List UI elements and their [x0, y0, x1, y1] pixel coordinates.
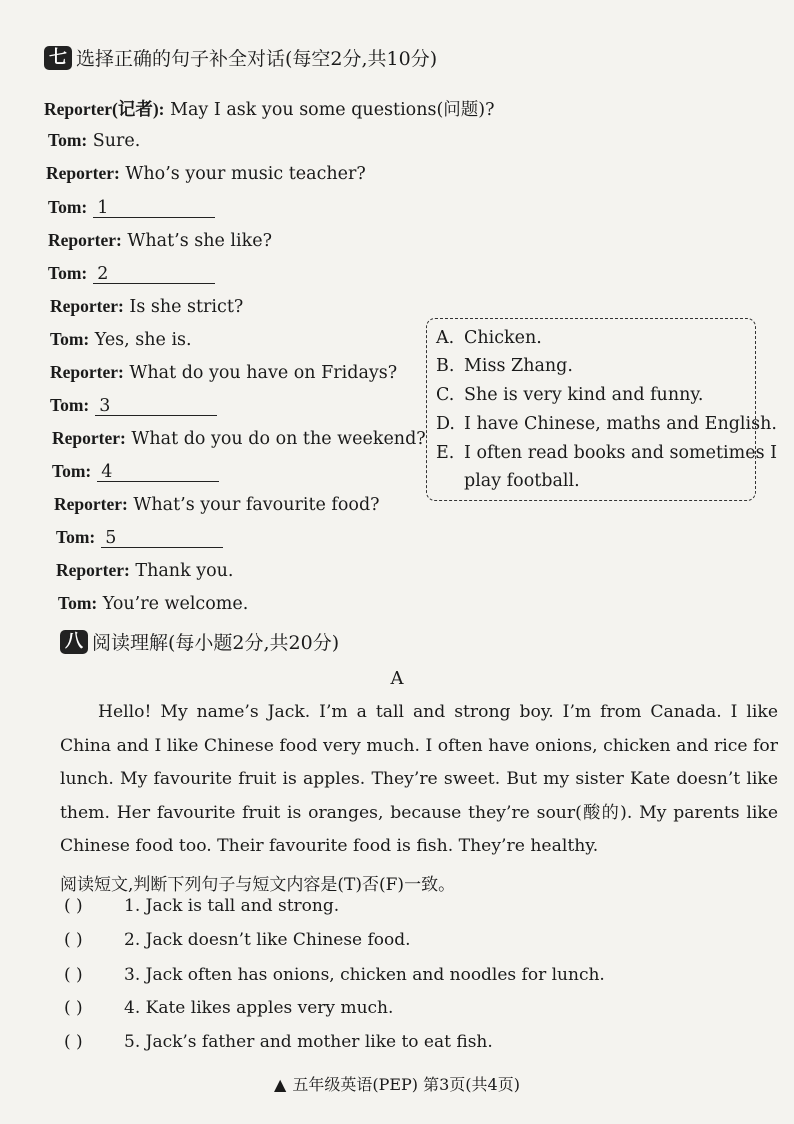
option-text: I often read books and sometimes I	[464, 443, 778, 463]
answer-blank[interactable]: 4	[97, 463, 219, 482]
section-7-header	[44, 44, 437, 71]
section-8-header	[60, 628, 339, 655]
speaker-label: Tom:	[56, 527, 96, 547]
dialogue-line	[50, 296, 243, 317]
dialogue-line	[50, 329, 192, 350]
section-8-title: 阅读理解(每小题2分,共20分)	[92, 632, 340, 654]
dialogue-line	[48, 197, 215, 218]
tf-question	[64, 896, 339, 916]
dialogue-line	[50, 395, 217, 416]
dialogue-line	[44, 96, 495, 121]
speaker-label: Tom:	[52, 461, 92, 481]
tf-question	[64, 1032, 493, 1052]
option-letter: E.	[436, 443, 455, 463]
dialogue-text: Is she strict?	[123, 297, 244, 317]
speaker-label: Reporter:	[56, 560, 130, 580]
dialogue-text: Thank you.	[129, 561, 234, 581]
reading-passage	[60, 696, 778, 864]
page-footer	[0, 1072, 794, 1095]
speaker-label: Tom:	[48, 263, 88, 283]
dialogue-text: May I ask you some questions(问题)?	[164, 100, 495, 120]
dialogue-text: Yes, she is.	[89, 330, 192, 350]
dialogue-text: What’s your favourite food?	[127, 495, 380, 515]
answer-parentheses[interactable]: ( )	[64, 896, 83, 916]
dialogue-line	[56, 560, 234, 581]
answer-blank[interactable]: 5	[101, 529, 223, 548]
option-item	[436, 414, 777, 434]
dialogue-line	[48, 130, 140, 151]
answer-blank[interactable]: 1	[93, 199, 215, 218]
answer-blank[interactable]: 2	[93, 265, 215, 284]
section-7-number: 七	[44, 46, 72, 70]
speaker-label: Reporter:	[54, 494, 128, 514]
speaker-label: Reporter:	[46, 163, 120, 183]
speaker-label: Tom:	[48, 130, 88, 150]
footer-text: 五年级英语(PEP) 第3页(共4页)	[292, 1075, 520, 1094]
option-text: Chicken.	[464, 328, 542, 348]
answer-parentheses[interactable]: ( )	[64, 998, 83, 1018]
dialogue-text: Sure.	[87, 131, 141, 151]
dialogue-line	[46, 163, 366, 184]
option-item	[436, 328, 542, 348]
option-text: play football.	[464, 471, 580, 491]
speaker-label: Reporter:	[52, 428, 126, 448]
answer-parentheses[interactable]: ( )	[64, 1032, 83, 1052]
question-text: 5. Jack’s father and mother like to eat fish.	[124, 1032, 493, 1052]
dialogue-text: What do you have on Fridays?	[123, 363, 398, 383]
option-text: She is very kind and funny.	[464, 385, 704, 405]
logo-triangle-icon: ▲	[274, 1075, 287, 1094]
option-letter: D.	[436, 414, 455, 434]
dialogue-text: What do you do on the weekend?	[125, 429, 426, 449]
passage-text: Hello! My name’s Jack. I’m a tall and strong boy. I’m from Canada. I like China and I like Chinese food very much. I often have onions, chicken and rice for lunch. My favourite fruit is apples. They’re sweet. But my sister Kate doesn’t like them. Her favourite fruit is oranges, because they’re sour(酸的). My parents like Chinese food too. Their favourite food is fish. They’re healthy.	[60, 702, 778, 856]
speaker-label: Tom:	[58, 593, 98, 613]
speaker-label: Reporter(记者):	[44, 99, 165, 119]
instruction: 阅读短文,判断下列句子与短文内容是(T)否(F)一致。	[60, 875, 456, 895]
option-letter: B.	[436, 356, 455, 376]
speaker-label: Reporter:	[48, 230, 122, 250]
dialogue-line	[48, 230, 272, 251]
option-letter: C.	[436, 385, 455, 405]
option-text: Miss Zhang.	[464, 356, 573, 376]
option-item	[436, 443, 777, 463]
dialogue-line	[58, 593, 248, 614]
dialogue-line	[56, 527, 223, 548]
answer-parentheses[interactable]: ( )	[64, 965, 83, 985]
dialogue-line	[50, 362, 397, 383]
option-item	[436, 385, 704, 405]
question-text: 3. Jack often has onions, chicken and noodles for lunch.	[124, 965, 605, 985]
tf-question	[64, 930, 411, 950]
section-7-title: 选择正确的句子补全对话(每空2分,共10分)	[76, 48, 438, 70]
tf-question	[64, 998, 393, 1018]
answer-blank[interactable]: 3	[95, 397, 217, 416]
speaker-label: Tom:	[48, 197, 88, 217]
answer-parentheses[interactable]: ( )	[64, 930, 83, 950]
question-text: 4. Kate likes apples very much.	[124, 998, 394, 1018]
dialogue-line	[54, 494, 380, 515]
question-text: 2. Jack doesn’t like Chinese food.	[124, 930, 411, 950]
dialogue-line	[52, 428, 426, 449]
speaker-label: Reporter:	[50, 362, 124, 382]
dialogue-text: Who’s your music teacher?	[119, 164, 366, 184]
passage-label: A	[390, 668, 404, 689]
dialogue-text: What’s she like?	[121, 231, 272, 251]
speaker-label: Tom:	[50, 395, 90, 415]
option-item	[436, 356, 573, 376]
option-text: I have Chinese, maths and English.	[464, 414, 777, 434]
dialogue-text: You’re welcome.	[97, 594, 249, 614]
tf-question	[64, 965, 605, 985]
dialogue-line	[52, 461, 219, 482]
speaker-label: Tom:	[50, 329, 90, 349]
option-item	[436, 471, 580, 491]
section-8-number: 八	[60, 630, 88, 654]
option-letter: A.	[436, 328, 455, 348]
speaker-label: Reporter:	[50, 296, 124, 316]
question-text: 1. Jack is tall and strong.	[124, 896, 340, 916]
dialogue-line	[48, 263, 215, 284]
